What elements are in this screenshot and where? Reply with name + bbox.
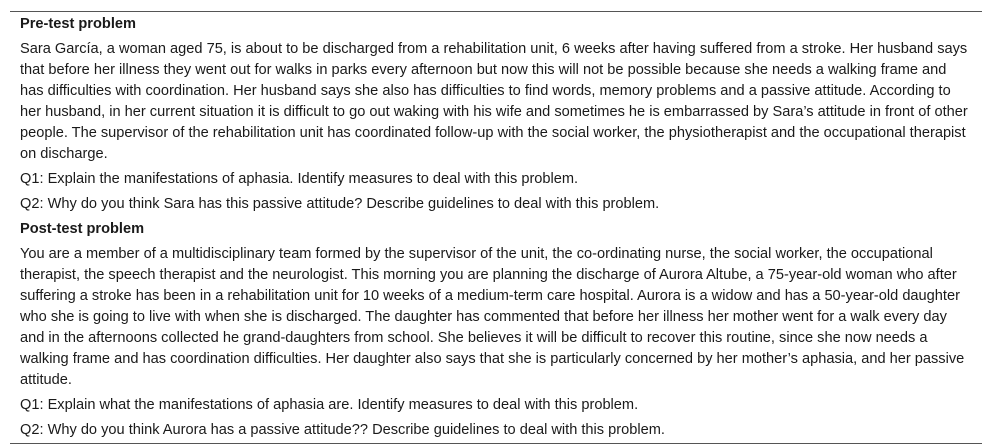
pretest-q2-row [10, 192, 982, 217]
problems-table [10, 11, 982, 444]
pretest-body-row [10, 37, 982, 167]
posttest-q2: Q2: Why do you think Aurora has a passive attitude?? Describe guidelines to deal with this problem. [20, 422, 665, 438]
posttest-description: You are a member of a multidisciplinary team formed by the supervisor of the unit, the co-ordinating nurse, the social worker, the occupational therapist, the speech therapist and the neurologist. This morning you are planning the discharge of Aurora Altube, a 75-year-old woman who after suffering a stroke has been in a rehabilitation unit for 10 weeks of a medium-term care hospital. Aurora is a widow and has a 50-year-old daughter who she is going to live with when she is discharged. The daughter has commented that before her illness her mother went for a walk every day and in the afternoons collected he grand-daughters from school. She believes it will be difficult to recover this routine, since she now needs a walking frame and has coordination difficulties. Her daughter also says that she is particularly concerned by her mother’s aphasia, and her passive attitude. [20, 246, 965, 388]
pretest-title: Pre-test problem [20, 16, 136, 32]
pretest-q1: Q1: Explain the manifestations of aphasia. Identify measures to deal with this problem. [20, 171, 579, 187]
posttest-body-row [10, 242, 982, 393]
posttest-title-row [10, 217, 982, 242]
posttest-q2-row [10, 418, 982, 444]
pretest-body [10, 37, 982, 167]
pretest-q1-row [10, 167, 982, 192]
posttest-body [10, 242, 982, 393]
pretest-title-row [10, 12, 982, 38]
posttest-title: Post-test problem [20, 221, 145, 237]
pretest-description: Sara García, a woman aged 75, is about to be discharged from a rehabilitation unit, 6 weeks after having suffered from a stroke. Her husband says that before her illness they went out for walks in parks every afternoon but now this will not be possible because she needs a walking frame and has difficulties with coordination. Her husband says she also has difficulties to find words, memory problems and a passive attitude. According to her husband, in her current situation it is difficult to go out waking with his wife and sometimes he is embarrassed by Sara’s attitude in front of other people. The supervisor of the rehabilitation unit has coordinated follow-up with the social worker, the physiotherapist and the occupational therapist on discharge. [20, 41, 968, 162]
posttest-q1-row [10, 393, 982, 418]
posttest-q1: Q1: Explain what the manifestations of aphasia are. Identify measures to deal with this problem. [20, 397, 639, 413]
pretest-q2: Q2: Why do you think Sara has this passive attitude? Describe guidelines to deal with this problem. [20, 196, 660, 212]
